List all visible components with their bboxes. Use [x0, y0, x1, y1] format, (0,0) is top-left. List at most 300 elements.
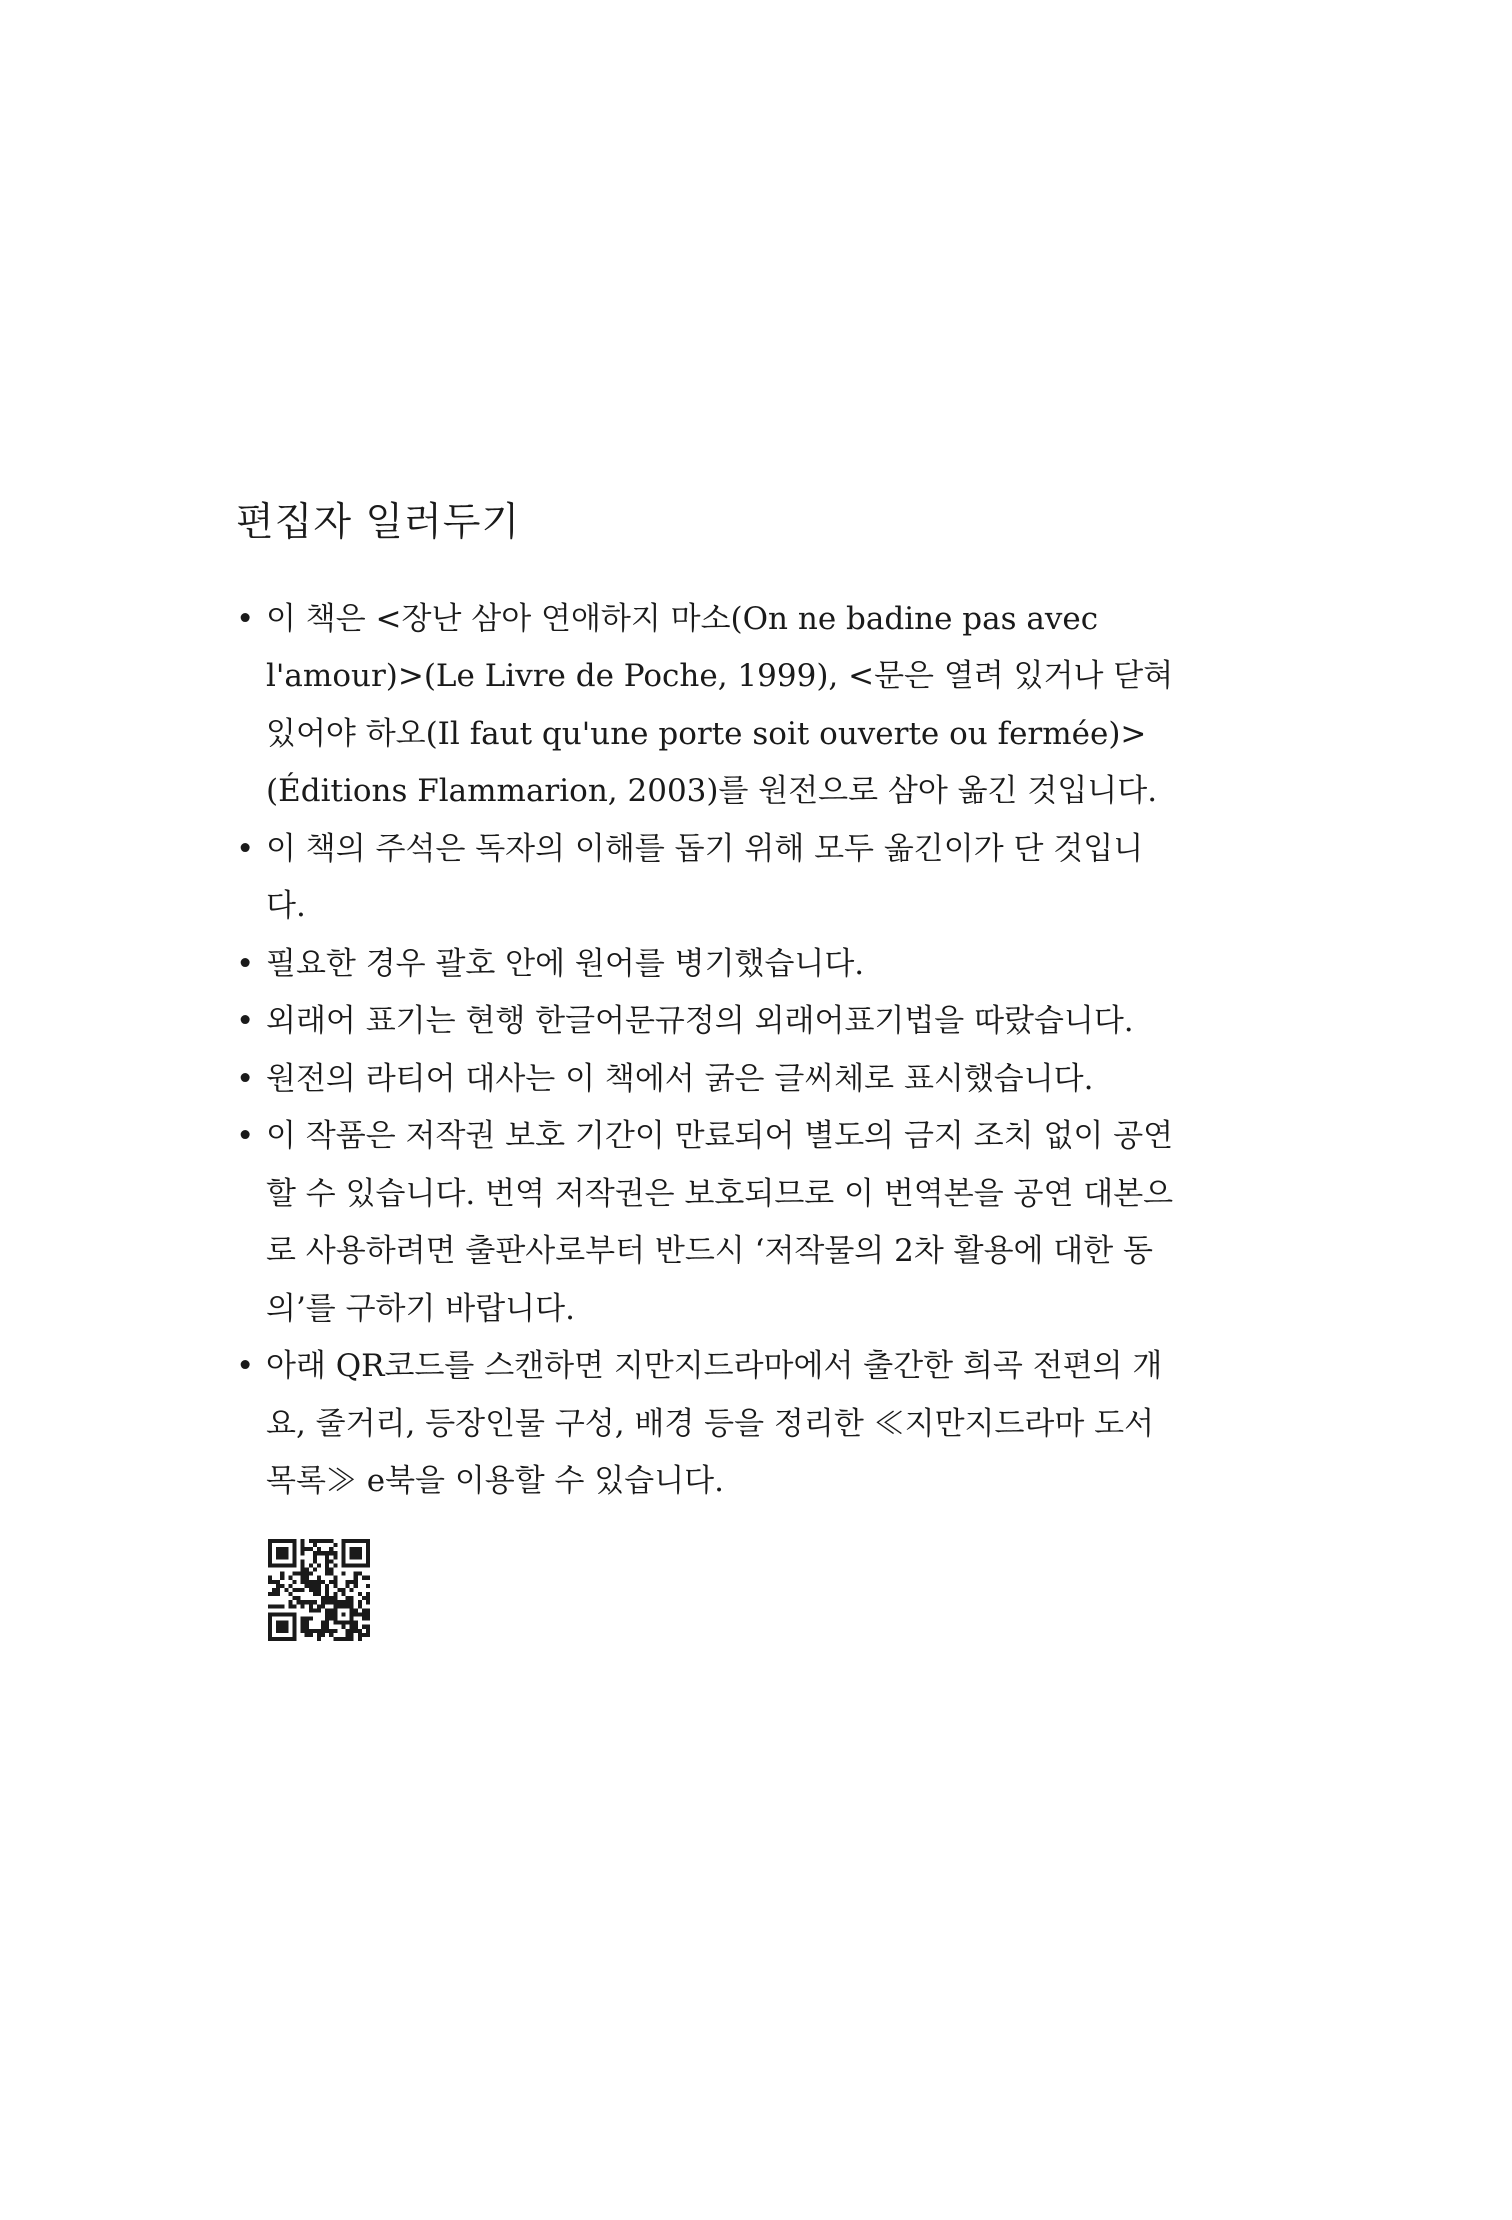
qr-module	[358, 1563, 362, 1567]
qr-module	[301, 1604, 305, 1608]
qr-module	[350, 1563, 354, 1567]
qr-module	[305, 1567, 309, 1571]
qr-module	[341, 1571, 345, 1575]
qr-module	[292, 1604, 296, 1608]
qr-module	[301, 1624, 305, 1628]
qr-module	[358, 1539, 362, 1543]
qr-module	[325, 1555, 329, 1559]
qr-module	[366, 1547, 370, 1551]
qr-module	[268, 1612, 272, 1616]
qr-module	[325, 1588, 329, 1592]
qr-module	[358, 1592, 362, 1596]
qr-module	[325, 1616, 329, 1620]
qr-module	[292, 1547, 296, 1551]
qr-module	[341, 1624, 345, 1628]
qr-module	[329, 1551, 333, 1555]
qr-module	[329, 1539, 333, 1543]
qr-module	[268, 1624, 272, 1628]
qr-module	[317, 1592, 321, 1596]
qr-module	[362, 1633, 366, 1637]
qr-module	[276, 1588, 280, 1592]
qr-module	[280, 1576, 284, 1580]
qr-module	[350, 1612, 354, 1616]
qr-module	[317, 1584, 321, 1588]
qr-module	[288, 1563, 292, 1567]
note-text: 원전의 라티어 대사는 이 책에서 굵은 글씨체로 표시했습니다.	[266, 1060, 1094, 1097]
qr-module	[354, 1547, 358, 1551]
qr-module	[341, 1612, 345, 1616]
note-item-6	[236, 1108, 1181, 1338]
qr-module	[301, 1629, 305, 1633]
qr-module	[350, 1596, 354, 1600]
qr-module	[301, 1539, 305, 1543]
qr-module	[346, 1620, 350, 1624]
qr-module	[366, 1551, 370, 1555]
qr-module	[284, 1555, 288, 1559]
qr-module	[325, 1571, 329, 1575]
bullet: •	[236, 1003, 255, 1040]
qr-module	[297, 1596, 301, 1600]
qr-module	[350, 1624, 354, 1628]
qr-module	[313, 1629, 317, 1633]
qr-module	[325, 1563, 329, 1567]
qr-module	[337, 1637, 341, 1641]
qr-module	[276, 1580, 280, 1584]
qr-module	[313, 1600, 317, 1604]
qr-module	[350, 1608, 354, 1612]
qr-module	[366, 1592, 370, 1596]
qr-module	[333, 1620, 337, 1624]
qr-module	[341, 1604, 345, 1608]
note-item-2	[236, 821, 1181, 936]
qr-module	[337, 1604, 341, 1608]
qr-module	[358, 1551, 362, 1555]
qr-module	[313, 1584, 317, 1588]
qr-module	[325, 1584, 329, 1588]
qr-module	[329, 1567, 333, 1571]
qr-module	[329, 1616, 333, 1620]
qr-module	[333, 1563, 337, 1567]
qr-module	[309, 1604, 313, 1608]
qr-module	[272, 1580, 276, 1584]
qr-module	[309, 1608, 313, 1612]
qr-module	[354, 1612, 358, 1616]
qr-module	[317, 1633, 321, 1637]
qr-module	[341, 1551, 345, 1555]
qr-module	[309, 1539, 313, 1543]
qr-module	[297, 1588, 301, 1592]
qr-module	[292, 1539, 296, 1543]
qr-module	[268, 1555, 272, 1559]
qr-module	[272, 1604, 276, 1608]
qr-module	[292, 1637, 296, 1641]
qr-module	[317, 1539, 321, 1543]
qr-module	[268, 1563, 272, 1567]
qr-module	[297, 1571, 301, 1575]
qr-module	[305, 1629, 309, 1633]
notes-heading: 편집자 일러두기	[236, 500, 521, 545]
qr-module	[301, 1551, 305, 1555]
qr-module	[292, 1571, 296, 1575]
qr-module	[276, 1563, 280, 1567]
qr-module	[280, 1555, 284, 1559]
qr-module	[333, 1600, 337, 1604]
qr-module	[305, 1571, 309, 1575]
qr-module	[350, 1588, 354, 1592]
qr-module	[268, 1543, 272, 1547]
qr-module	[354, 1563, 358, 1567]
qr-module	[350, 1551, 354, 1555]
qr-module	[325, 1567, 329, 1571]
qr-module	[309, 1584, 313, 1588]
qr-module	[276, 1584, 280, 1588]
qr-module	[337, 1620, 341, 1624]
qr-module	[346, 1563, 350, 1567]
qr-module	[366, 1559, 370, 1563]
qr-module	[301, 1571, 305, 1575]
qr-module	[280, 1620, 284, 1624]
qr-module	[313, 1592, 317, 1596]
qr-module	[341, 1637, 345, 1641]
bullet: •	[236, 600, 255, 637]
qr-module	[276, 1592, 280, 1596]
qr-module	[313, 1567, 317, 1571]
bullet: •	[236, 945, 255, 982]
qr-module	[358, 1555, 362, 1559]
qr-module	[350, 1547, 354, 1551]
qr-module	[329, 1629, 333, 1633]
qr-module	[321, 1596, 325, 1600]
qr-module	[354, 1624, 358, 1628]
qr-module	[325, 1551, 329, 1555]
qr-module	[301, 1600, 305, 1604]
qr-module	[358, 1571, 362, 1575]
qr-module	[366, 1563, 370, 1567]
qr-module	[325, 1620, 329, 1624]
qr-module	[292, 1551, 296, 1555]
qr-module	[292, 1559, 296, 1563]
qr-module	[284, 1563, 288, 1567]
qr-module	[272, 1637, 276, 1641]
qr-module	[309, 1563, 313, 1567]
qr-module	[292, 1629, 296, 1633]
qr-module	[341, 1539, 345, 1543]
note-item-5	[236, 1051, 1181, 1109]
qr-module	[362, 1624, 366, 1628]
qr-module	[280, 1584, 284, 1588]
qr-module	[366, 1608, 370, 1612]
qr-module	[305, 1620, 309, 1624]
qr-module	[366, 1633, 370, 1637]
qr-module	[309, 1547, 313, 1551]
qr-module	[350, 1580, 354, 1584]
qr-module	[333, 1555, 337, 1559]
qr-module	[329, 1612, 333, 1616]
qr-module	[284, 1588, 288, 1592]
qr-module	[284, 1547, 288, 1551]
qr-module	[280, 1563, 284, 1567]
qr-module	[313, 1555, 317, 1559]
note-text: 외래어 표기는 현행 한글어문규정의 외래어표기법을 따랐습니다.	[266, 1003, 1134, 1040]
qr-module	[305, 1624, 309, 1628]
qr-module	[288, 1604, 292, 1608]
qr-module	[358, 1600, 362, 1604]
qr-module	[350, 1616, 354, 1620]
qr-module	[341, 1620, 345, 1624]
qr-module	[329, 1571, 333, 1575]
note-text: 이 책은 <장난 삼아 연애하지 마소(On ne badine pas avec l'amour)>(Le Livre de Poche, 1999), <문은 열려 있거나 닫혀 있어야 하오(Il faut qu'une porte soit ouverte ou fermée)>(Éditions Flammarion, 2003)를 원전으로 삼아 옮긴 것입니다.	[266, 600, 1174, 810]
note-item-1	[236, 591, 1181, 821]
qr-module	[268, 1616, 272, 1620]
qr-module	[268, 1576, 272, 1580]
qr-module	[346, 1637, 350, 1641]
qr-module	[276, 1629, 280, 1633]
qr-module	[297, 1600, 301, 1604]
qr-module	[333, 1637, 337, 1641]
qr-module	[350, 1600, 354, 1604]
qr-module	[309, 1633, 313, 1637]
qr-module	[366, 1624, 370, 1628]
qr-module	[288, 1612, 292, 1616]
qr-module	[268, 1592, 272, 1596]
qr-module	[301, 1616, 305, 1620]
qr-module	[346, 1596, 350, 1600]
qr-module	[329, 1596, 333, 1600]
qr-module	[317, 1576, 321, 1580]
qr-module	[354, 1629, 358, 1633]
qr-module	[337, 1588, 341, 1592]
qr-module	[333, 1612, 337, 1616]
qr-module	[333, 1592, 337, 1596]
qr-module	[301, 1547, 305, 1551]
qr-module	[362, 1612, 366, 1616]
qr-module	[317, 1637, 321, 1641]
qr-module	[292, 1543, 296, 1547]
qr-module	[366, 1555, 370, 1559]
qr-module	[272, 1612, 276, 1616]
qr-module	[301, 1567, 305, 1571]
qr-module	[325, 1608, 329, 1612]
qr-module	[354, 1580, 358, 1584]
qr-module	[325, 1624, 329, 1628]
bullet: •	[236, 1118, 255, 1155]
qr-module	[309, 1580, 313, 1584]
editor-notes	[236, 500, 1181, 1641]
qr-module	[292, 1596, 296, 1600]
qr-module	[329, 1580, 333, 1584]
qr-module	[358, 1604, 362, 1608]
qr-module	[292, 1588, 296, 1592]
qr-module	[333, 1604, 337, 1608]
qr-module	[268, 1633, 272, 1637]
qr-module	[341, 1543, 345, 1547]
qr-module	[280, 1539, 284, 1543]
qr-module	[354, 1551, 358, 1555]
qr-module	[333, 1629, 337, 1633]
qr-module	[333, 1576, 337, 1580]
qr-module	[280, 1629, 284, 1633]
note-item-7	[236, 1338, 1181, 1511]
qr-module	[288, 1600, 292, 1604]
qr-module	[325, 1559, 329, 1563]
qr-module	[317, 1580, 321, 1584]
qr-module	[346, 1539, 350, 1543]
qr-module	[305, 1633, 309, 1637]
qr-module	[313, 1543, 317, 1547]
qr-module	[350, 1604, 354, 1608]
qr-module	[272, 1563, 276, 1567]
qr-module	[366, 1629, 370, 1633]
qr-module	[276, 1539, 280, 1543]
qr-module	[301, 1576, 305, 1580]
qr-module	[362, 1616, 366, 1620]
qr-module	[301, 1543, 305, 1547]
qr-module	[317, 1604, 321, 1608]
qr-module	[292, 1555, 296, 1559]
qr-code-icon[interactable]	[268, 1539, 370, 1641]
qr-module	[284, 1539, 288, 1543]
qr-module	[313, 1539, 317, 1543]
qr-module	[354, 1608, 358, 1612]
qr-module	[280, 1637, 284, 1641]
qr-module	[329, 1608, 333, 1612]
qr-module	[317, 1563, 321, 1567]
qr-module	[350, 1555, 354, 1559]
qr-module	[321, 1580, 325, 1584]
qr-module	[346, 1600, 350, 1604]
qr-module	[341, 1592, 345, 1596]
bullet: •	[236, 830, 255, 867]
qr-module	[358, 1629, 362, 1633]
qr-module	[366, 1600, 370, 1604]
qr-module	[337, 1600, 341, 1604]
qr-module	[321, 1600, 325, 1604]
qr-module	[309, 1616, 313, 1620]
qr-code-graphic	[268, 1539, 370, 1641]
qr-module	[305, 1576, 309, 1580]
qr-module	[301, 1620, 305, 1624]
qr-module	[366, 1612, 370, 1616]
qr-module	[346, 1580, 350, 1584]
qr-module	[301, 1563, 305, 1567]
qr-module	[268, 1604, 272, 1608]
qr-module	[333, 1584, 337, 1588]
note-text: 이 책의 주석은 독자의 이해를 돕기 위해 모두 옮긴이가 단 것입니다.	[266, 830, 1144, 925]
qr-module	[288, 1576, 292, 1580]
qr-module	[280, 1551, 284, 1555]
qr-module	[309, 1629, 313, 1633]
qr-module	[366, 1539, 370, 1543]
qr-module	[292, 1633, 296, 1637]
qr-module	[346, 1633, 350, 1637]
qr-module	[358, 1612, 362, 1616]
qr-module	[280, 1612, 284, 1616]
qr-module	[301, 1588, 305, 1592]
qr-module	[268, 1620, 272, 1624]
qr-module	[321, 1539, 325, 1543]
qr-module	[341, 1559, 345, 1563]
qr-module	[333, 1596, 337, 1600]
qr-module	[350, 1620, 354, 1624]
qr-module	[292, 1580, 296, 1584]
notes-list	[236, 591, 1181, 1511]
qr-module	[321, 1629, 325, 1633]
qr-module	[346, 1629, 350, 1633]
qr-module	[333, 1608, 337, 1612]
qr-module	[329, 1633, 333, 1637]
qr-module	[313, 1608, 317, 1612]
qr-module	[329, 1600, 333, 1604]
bullet: •	[236, 1060, 255, 1097]
qr-module	[268, 1629, 272, 1633]
qr-module	[268, 1539, 272, 1543]
qr-module	[268, 1559, 272, 1563]
qr-module	[350, 1629, 354, 1633]
qr-module	[354, 1620, 358, 1624]
qr-module	[362, 1563, 366, 1567]
qr-module	[292, 1624, 296, 1628]
qr-module	[325, 1612, 329, 1616]
qr-module	[321, 1624, 325, 1628]
qr-module	[346, 1584, 350, 1588]
qr-module	[292, 1563, 296, 1567]
qr-module	[325, 1592, 329, 1596]
qr-module	[276, 1637, 280, 1641]
qr-module	[292, 1620, 296, 1624]
qr-module	[358, 1637, 362, 1641]
qr-module	[362, 1576, 366, 1580]
qr-module	[366, 1616, 370, 1620]
qr-module	[341, 1555, 345, 1559]
qr-module	[305, 1547, 309, 1551]
qr-module	[317, 1547, 321, 1551]
qr-module	[325, 1629, 329, 1633]
note-item-4	[236, 993, 1181, 1051]
qr-module	[305, 1600, 309, 1604]
qr-module	[288, 1539, 292, 1543]
qr-module	[276, 1620, 280, 1624]
qr-module	[333, 1616, 337, 1620]
qr-module	[284, 1624, 288, 1628]
qr-module	[350, 1633, 354, 1637]
qr-module	[362, 1596, 366, 1600]
qr-module	[358, 1633, 362, 1637]
qr-module	[354, 1584, 358, 1588]
note-text: 필요한 경우 괄호 안에 원어를 병기했습니다.	[266, 945, 865, 982]
qr-module	[284, 1637, 288, 1641]
qr-module	[341, 1600, 345, 1604]
note-item-3	[236, 936, 1181, 994]
qr-module	[325, 1600, 329, 1604]
qr-module	[268, 1637, 272, 1641]
qr-module	[317, 1608, 321, 1612]
qr-module	[354, 1539, 358, 1543]
qr-module	[268, 1547, 272, 1551]
qr-module	[321, 1620, 325, 1624]
qr-module	[317, 1629, 321, 1633]
qr-module	[309, 1588, 313, 1592]
qr-module	[362, 1539, 366, 1543]
qr-module	[341, 1563, 345, 1567]
qr-module	[366, 1543, 370, 1547]
qr-module	[354, 1555, 358, 1559]
qr-module	[288, 1592, 292, 1596]
qr-module	[350, 1637, 354, 1641]
qr-module	[268, 1551, 272, 1555]
qr-module	[284, 1620, 288, 1624]
qr-module	[313, 1559, 317, 1563]
qr-module	[313, 1580, 317, 1584]
